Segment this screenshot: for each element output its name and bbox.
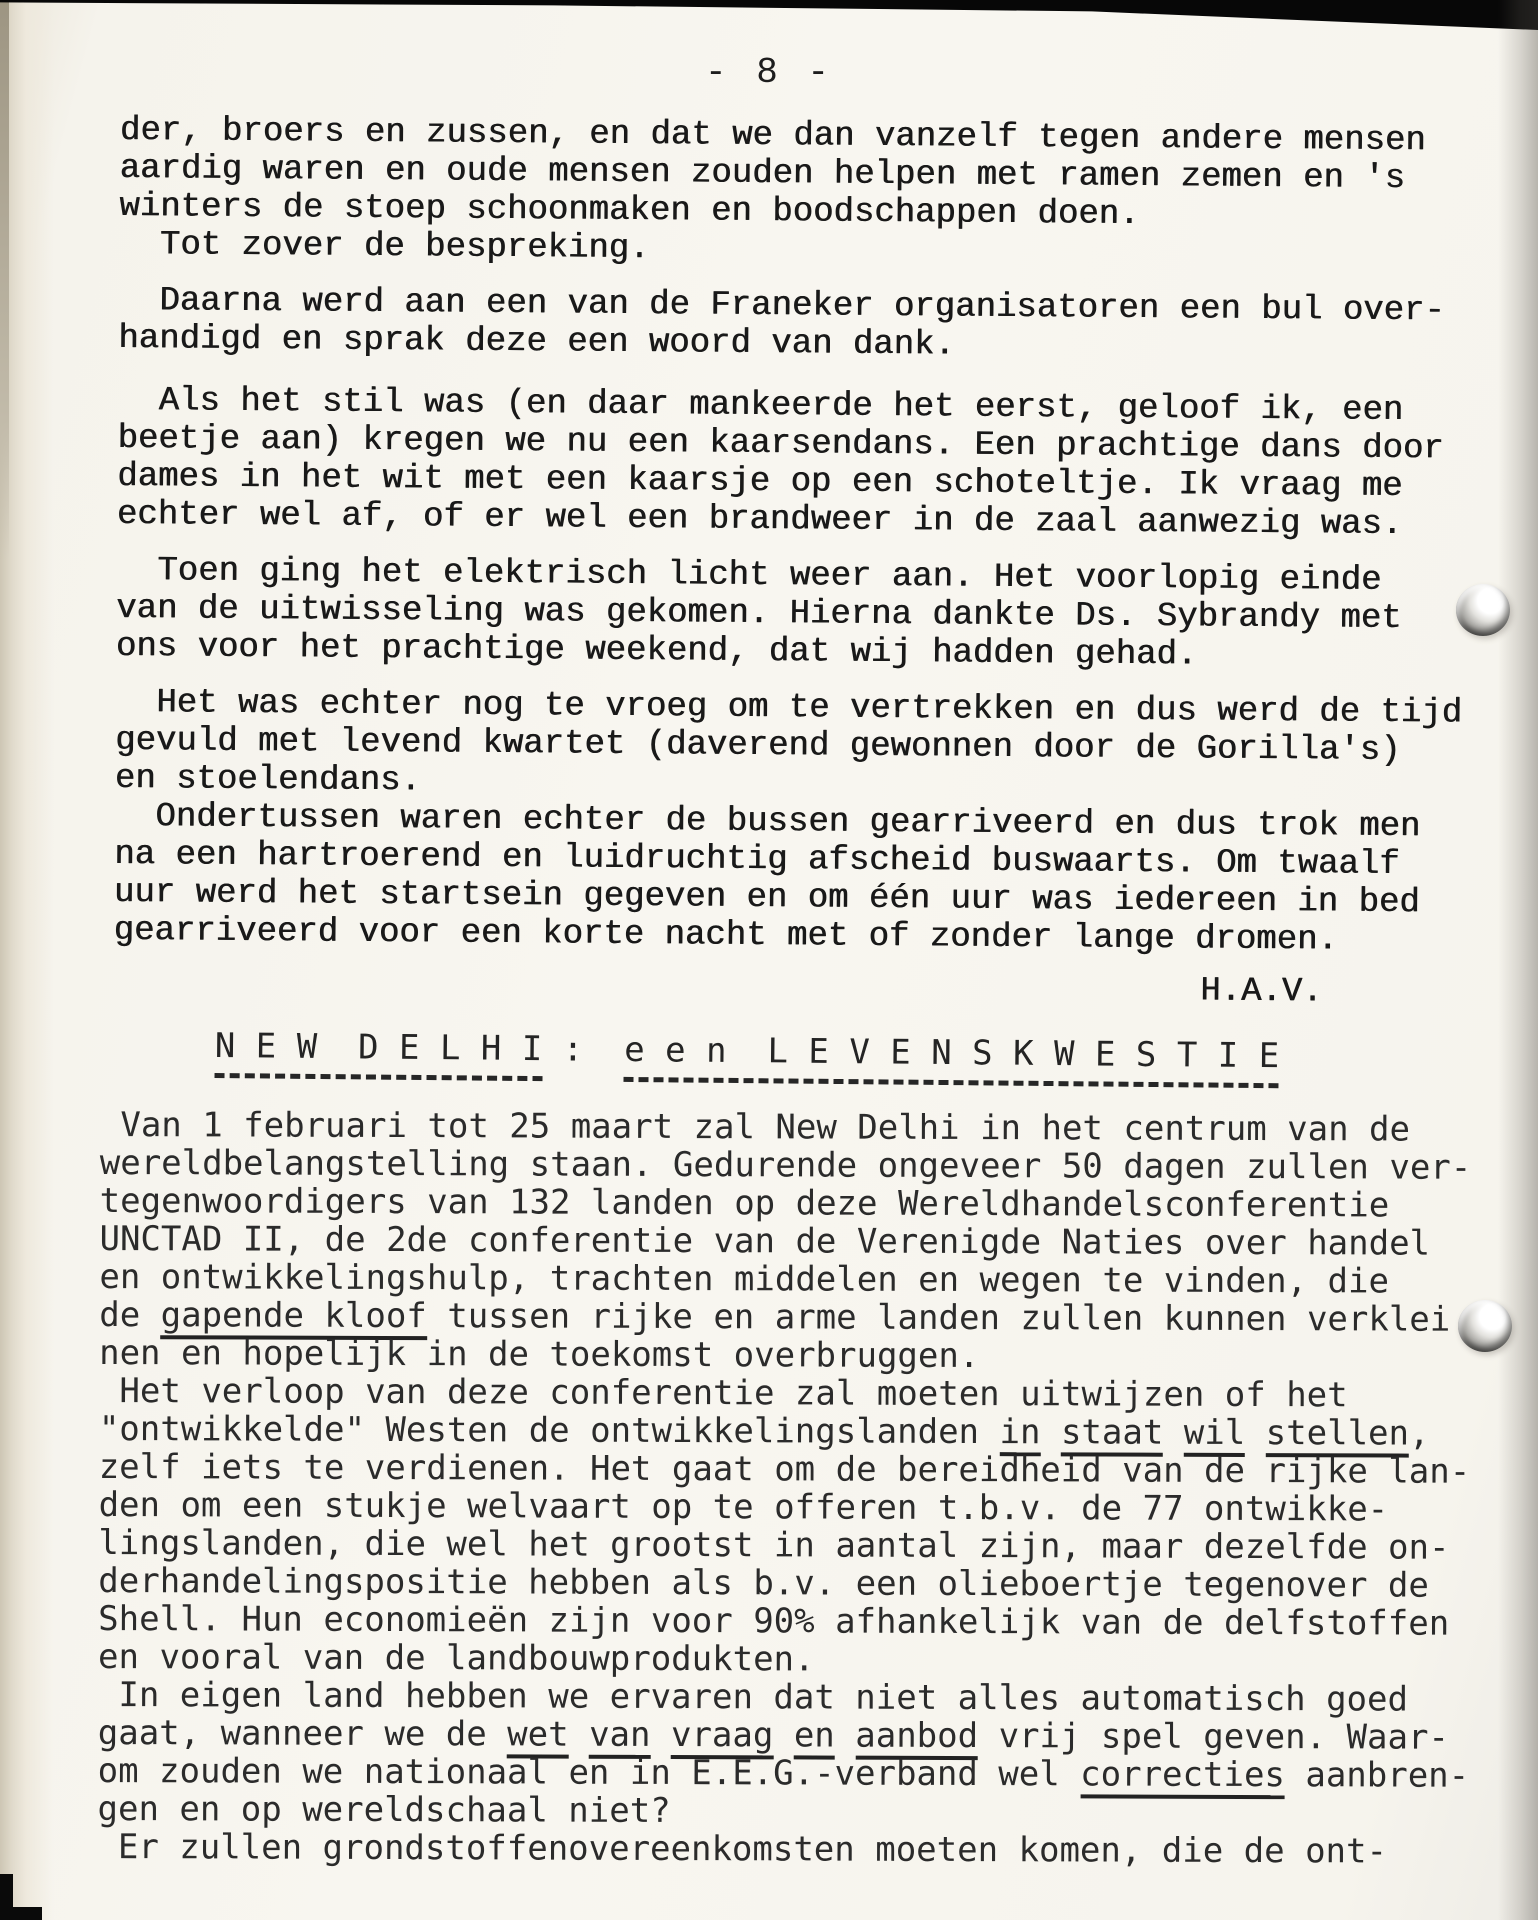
text-segment: UNCTAD II, de 2de conferentie van de Verenigde Naties over handel: [99, 1218, 1431, 1264]
text-segment: Tot zover de bespreking.: [118, 225, 650, 269]
text-segment: winters de stoep schoonmaken en boodschappen doen.: [119, 187, 1140, 235]
underlined-text: correcties: [1080, 1754, 1285, 1799]
text-line: [100, 1106, 1472, 1149]
text-segment: en ontwikkelingshulp, trachten middelen en wegen te vinden, die: [99, 1256, 1390, 1302]
text-segment: ,: [1408, 1413, 1430, 1454]
paragraph: [97, 1676, 1469, 1833]
text-line: [98, 1600, 1470, 1643]
text-line: [98, 1562, 1470, 1605]
text-segment: [1040, 1412, 1061, 1452]
text-line: [98, 1638, 1470, 1681]
text-segment: en stoelendans.: [114, 759, 421, 801]
text-segment: Als het stil was (en daar mankeerde het eerst, geloof ik, een: [117, 381, 1404, 431]
underlined-text: van: [589, 1715, 651, 1759]
text-segment: tussen rijke en arme landen zullen kunnen verklei: [426, 1296, 1451, 1340]
text-segment: gaat, wanneer we de: [97, 1712, 508, 1755]
binder-ring-top: [1456, 584, 1510, 636]
text-line: [99, 1296, 1471, 1339]
text-line: [98, 1752, 1470, 1795]
text-segment: den om een stukje welvaart op te offeren t.b.v. de 77 ontwikke-: [98, 1484, 1389, 1530]
paragraph: [117, 382, 1465, 545]
text-segment: [569, 1715, 590, 1755]
underlined-text: in: [999, 1412, 1040, 1456]
text-line: [99, 1220, 1471, 1263]
text-segment: Het verloop van deze conferentie zal moeten uitwijzen of het: [98, 1370, 1348, 1416]
text-segment: Het was echter nog te vroeg om te vertrekken en dus werd de tijd: [115, 683, 1463, 733]
text-segment: Daarna werd aan een van de Franeker organisatoren een bul over-: [118, 281, 1445, 331]
text-segment: [650, 1715, 671, 1755]
paragraph: [98, 1372, 1471, 1681]
underlined-text: en: [794, 1715, 835, 1759]
text-segment: dames in het wit met een kaarsje op een schoteltje. Ik vraag me: [116, 457, 1403, 507]
underlined-text: staat: [1061, 1412, 1164, 1456]
scan-top-edge: [0, 0, 1538, 30]
text-segment: na een hartroerend en luidruchtig afscheid buswaarts. Om twaalf: [114, 835, 1400, 885]
underlined-text: wil: [1184, 1413, 1246, 1457]
text-segment: nen en hopelijk in de toekomst overbruggen.: [99, 1332, 980, 1377]
text-line: [99, 1334, 1471, 1377]
text-segment: de: [99, 1294, 161, 1336]
text-line: [99, 1410, 1471, 1453]
author-initials: H.A.V.: [1199, 972, 1323, 1012]
text-segment: [1163, 1413, 1184, 1453]
underlined-text: stellen: [1266, 1413, 1409, 1457]
text-segment: gearriveerd voor een korte nacht met of zonder lange dromen.: [113, 911, 1338, 960]
underlined-text: vraag: [671, 1715, 774, 1759]
text-segment: tegenwoordigers van 132 landen op deze Wereldhandelsconferentie: [99, 1180, 1390, 1226]
text-segment: zelf iets te verdienen. Het gaat om de bereidheid van de rijke lan-: [98, 1446, 1471, 1492]
paragraph: [119, 112, 1466, 237]
text-segment: ons voor het prachtige weekend, dat wij hadden gehad.: [115, 627, 1198, 675]
paragraph: [97, 1828, 1469, 1871]
article-weekend-report: [113, 112, 1467, 1013]
text-segment: [1245, 1413, 1266, 1453]
text-segment: Ondertussen waren echter de bussen gearriveerd en dus trok men: [114, 797, 1421, 847]
underlined-text: gapende kloof: [161, 1295, 427, 1340]
text-segment: [773, 1715, 794, 1755]
text-segment: handigd en sprak deze een woord van dank.: [118, 319, 955, 365]
page-right-edge-shadow: [1498, 0, 1538, 1920]
article-new-delhi: [97, 1106, 1471, 1871]
text-segment: aanbren-: [1284, 1755, 1470, 1796]
text-segment: aardig waren en oude mensen zouden helpen met ramen zemen en 's: [119, 149, 1406, 199]
underlined-text: aanbod: [855, 1716, 978, 1760]
paragraph: [99, 1106, 1471, 1377]
text-line: [99, 1448, 1471, 1491]
text-segment: om zouden we nationaal en in E.E.G.-verband wel: [97, 1750, 1081, 1795]
text-segment: wereldbelangstelling staan. Gedurende ongeveer 50 dagen zullen ver-: [99, 1142, 1472, 1188]
text-segment: In eigen land hebben we ervaren dat niet alles automatisch goed: [97, 1674, 1409, 1720]
paragraph: [115, 684, 1462, 809]
heading-colon: :: [542, 1029, 625, 1070]
text-line: [100, 1144, 1472, 1187]
text-segment: vrij spel geven. Waar-: [978, 1716, 1450, 1758]
paragraph: [113, 798, 1461, 961]
text-line: [98, 1524, 1470, 1567]
text-segment: van de uitwisseling was gekomen. Hierna dankte Ds. Sybrandy met: [115, 589, 1402, 639]
text-line: [99, 1486, 1471, 1529]
section-heading: [215, 1026, 1280, 1076]
paragraph: [116, 552, 1463, 677]
text-segment: en vooral van de landbouwprodukten.: [98, 1636, 815, 1680]
text-segment: derhandelingspositie hebben als b.v. een olieboertje tegenover de: [98, 1560, 1429, 1606]
text-segment: lingslanden, die wel het grootst in aantal zijn, maar dezelfde on-: [98, 1522, 1450, 1568]
heading-part2: e e n L E V E N S K W E S T I E: [624, 1030, 1280, 1088]
text-segment: Toen ging het elektrisch licht weer aan. Het voorlopig einde: [116, 551, 1382, 600]
text-segment: der, broers en zussen, en dat we dan vanzelf tegen andere mensen: [119, 112, 1426, 161]
text-segment: beetje aan) kregen we nu een kaarsendans. Een prachtige dans door: [117, 419, 1444, 469]
text-segment: Shell. Hun economieën zijn voor 90% afhankelijk van de delfstoffen: [98, 1598, 1450, 1644]
text-line: [99, 1258, 1471, 1301]
text-line: [99, 1372, 1471, 1415]
text-segment: [835, 1716, 856, 1756]
text-segment: echter wel af, of er wel een brandweer in de zaal aanwezig was.: [116, 495, 1403, 545]
paragraph: [118, 282, 1465, 369]
text-segment: Er zullen grondstoffenovereenkomsten moeten komen, die de ont-: [97, 1826, 1388, 1872]
text-segment: gevuld met levend kwartet (daverend gewonnen door de Gorilla's): [114, 721, 1401, 771]
page-number: - 8 -: [704, 52, 834, 93]
underlined-text: wet: [507, 1714, 569, 1758]
text-segment: Van 1 februari tot 25 maart zal New Delhi in het centrum van de: [99, 1105, 1411, 1150]
text-segment: gen en op wereldschaal niet?: [97, 1788, 671, 1831]
text-line: [98, 1714, 1470, 1757]
text-line: [98, 1676, 1470, 1719]
scan-corner-bottom-left-strip: [0, 1907, 42, 1920]
heading-part1: N E W D E L H I: [215, 1026, 543, 1081]
text-line: [97, 1828, 1469, 1871]
text-line: [100, 1182, 1472, 1225]
text-segment: uur werd het startsein gegeven en om één uur was iedereen in bed: [113, 873, 1420, 923]
text-segment: "ontwikkelde" Westen de ontwikkelingslanden: [98, 1408, 1000, 1453]
